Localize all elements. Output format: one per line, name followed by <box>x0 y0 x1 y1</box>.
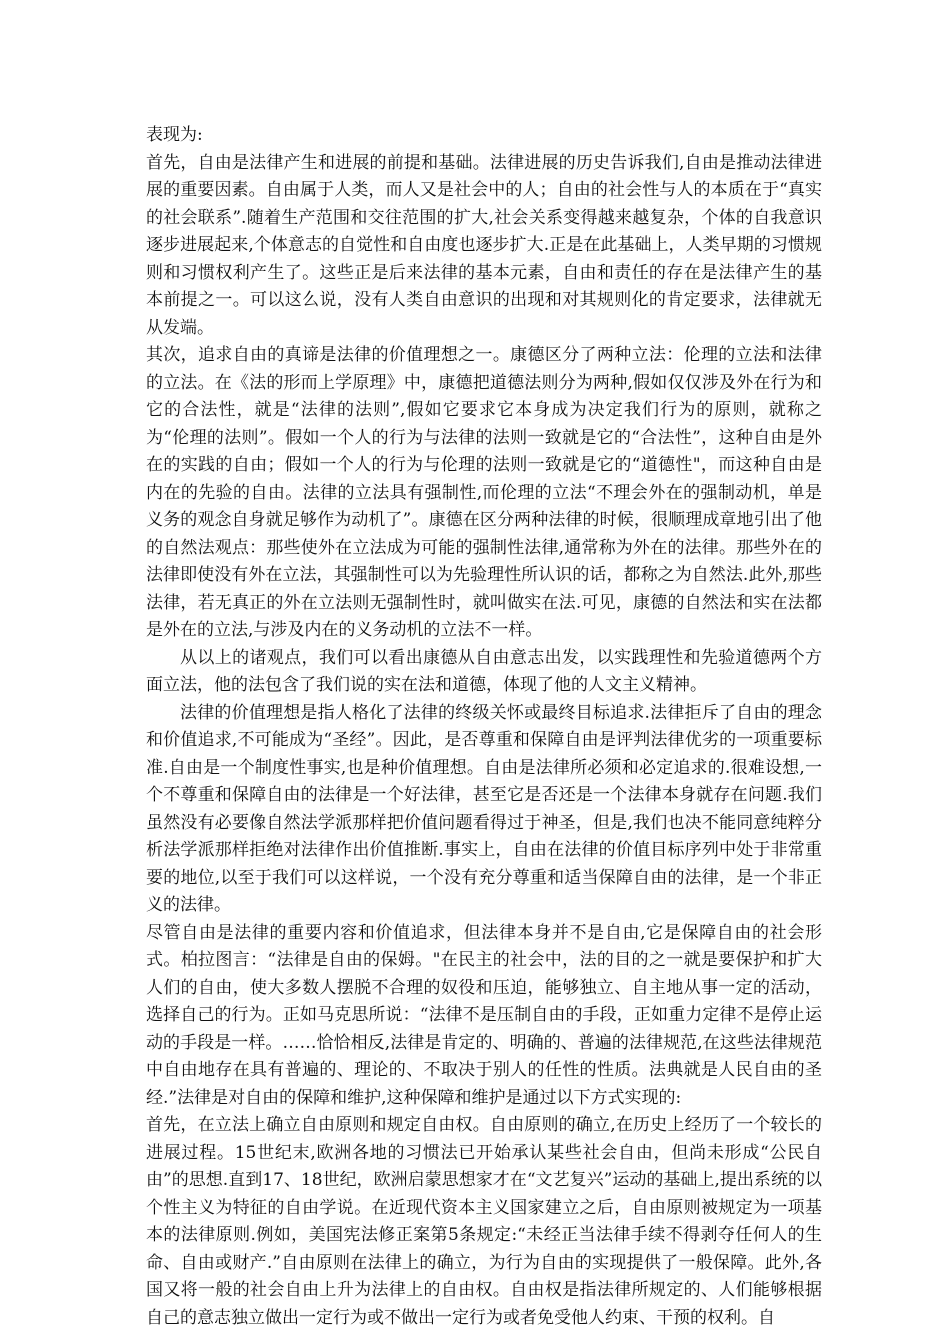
document-page <box>146 122 822 1332</box>
paragraph-legislation: 首先，在立法上确立自由原则和规定自由权。自由原则的确立,在历史上经历了一个较长的进展过程。15世纪末,欧洲各地的习惯法已开始承认某些社会自由，但尚未形成“公民自由”的思想.直到17、18世纪，欧洲启蒙思想家才在“文艺复兴”运动的基础上,提出系统的以个性主义为特征的自由学说。在近现代资本主义国家建立之后，自由原则被规定为一项基本的法律原则.例如，美国宪法修正案第5条规定:“未经正当法律手续不得剥夺任何人的生命、自由或财产.”自由原则在法律上的确立，为行为自由的实现提供了一般保障。此外,各国又将一般的社会自由上升为法律上的自由权。自由权是指法律所规定的、人们能够根据自己的意志独立做出一定行为或不做出一定行为或者免受他人约束、干预的权利。自 <box>146 1115 822 1328</box>
paragraph-second-point: 其次，追求自由的真谛是法律的价值理想之一。康德区分了两种立法：伦理的立法和法律的立法。在《法的形而上学原理》中，康德把道德法则分为两种,假如仅仅涉及外在行为和它的合法性，就是“法律的法则”,假如它要求它本身成为决定我们行为的原则，就称之为“伦理的法则”。假如一个人的行为与法律的法则一致就是它的“合法性”，这种自由是外在的实践的自由；假如一个人的行为与伦理的法则一致就是它的“道德性"，而这种自由是内在的先验的自由。法律的立法具有强制性,而伦理的立法“不理会外在的强制动机，单是义务的观念自身就足够作为动机了”。康德在区分两种法律的时候，很顺理成章地引出了他的自然法观点：那些使外在立法成为可能的强制性法律,通常称为外在的法律。那些外在的法律即使没有外在立法，其强制性可以为先验理性所认识的话，都称之为自然法.此外,那些法律，若无真正的外在立法则无强制性时，就叫做实在法.可见，康德的自然法和实在法都是外在的立法,与涉及内在的义务动机的立法不一样。 <box>146 345 822 640</box>
paragraph-first-point: 首先，自由是法律产生和进展的前提和基础。法律进展的历史告诉我们,自由是推动法律进展的重要因素。自由属于人类，而人又是社会中的人；自由的社会性与人的本质在于“真实的社会联系”.随着生产范围和交往范围的扩大,社会关系变得越来越复杂，个体的自我意识逐步进展起来,个体意志的自觉性和自由度也逐步扩大.正是在此基础上，人类早期的习惯规则和习惯权利产生了。这些正是后来法律的基本元素，自由和责任的存在是法律产生的基本前提之一。可以这么说，没有人类自由意识的出现和对其规则化的肯定要求，法律就无从发端。 <box>146 152 822 338</box>
paragraph-intro: 表现为: <box>146 125 203 145</box>
paragraph-kant-summary: 从以上的诸观点，我们可以看出康德从自由意志出发，以实践理性和先验道德两个方面立法，他的法包含了我们说的实在法和道德，体现了他的人文主义精神。 <box>146 647 822 695</box>
paragraph-value-ideal: 法律的价值理想是指人格化了法律的终级关怀或最终目标追求.法律拒斥了自由的理念和价值追求,不可能成为“圣经”。因此，是否尊重和保障自由是评判法律优劣的一项重要标准.自由是一个制度性事实,也是种价值理想。自由是法律所必须和必定追求的.很难设想,一个不尊重和保障自由的法律是一个好法律，甚至它是否还是一个法律本身就存在问题.我们虽然没有必要像自然法学派那样把价值问题看得过于神圣，但是,我们也决不能同意纯粹分析法学派那样拒绝对法律作出价值推断.事实上，自由在法律的价值目标序列中处于非常重要的地位,以至于我们可以这样说，一个没有充分尊重和适当保障自由的法律，是一个非正义的法律。 <box>146 702 822 915</box>
paragraph-law-not-freedom: 尽管自由是法律的重要内容和价值追求，但法律本身并不是自由,它是保障自由的社会形式。柏拉图言：“法律是自由的保姆。"在民主的社会中，法的目的之一就是要保护和扩大人们的自由，使大多数人摆脱不合理的奴役和压迫，能够独立、自主地从事一定的活动，选择自己的行为。正如马克思所说：“法律不是压制自由的手段，正如重力定律不是停止运动的手段是一样。……恰恰相反,法律是肯定的、明确的、普遍的法律规范,在这些法律规范中自由地存在具有普遍的、理论的、不取决于别人的任性的性质。法典就是人民自由的圣经.”法律是对自由的保障和维护,这种保障和维护是通过以下方式实现的: <box>146 922 822 1108</box>
